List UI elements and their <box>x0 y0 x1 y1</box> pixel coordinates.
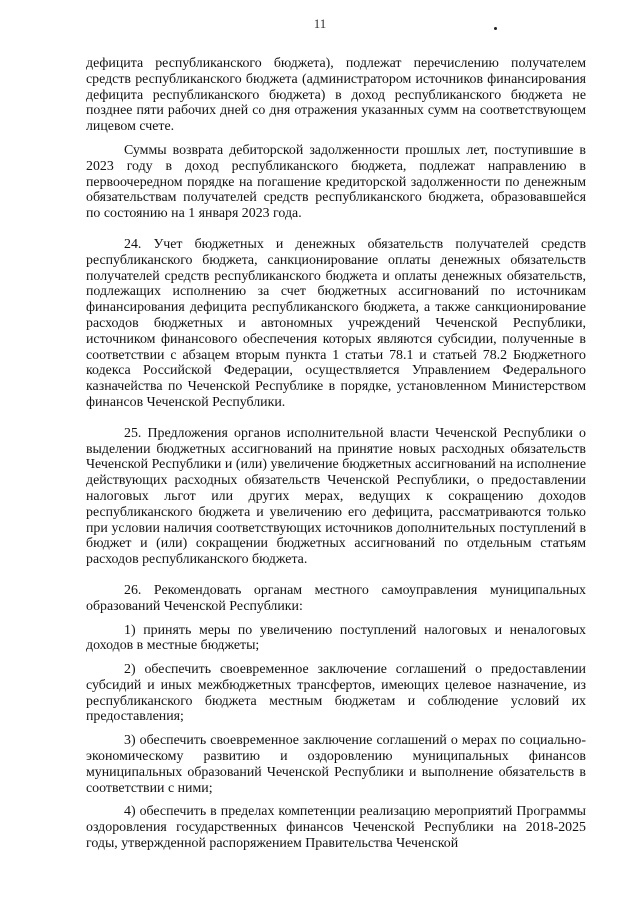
document-body <box>86 56 586 852</box>
paragraph-item-26: 26. Рекомендовать органам местного самоуправления муниципальных образований Чеченской Республики: <box>86 582 586 614</box>
page-number: 11 <box>313 16 327 31</box>
list-item-2: 2) обеспечить своевременное заключение соглашений о предоставлении субсидий и иных межбюджетных трансфертов, имеющих целевое назначение, из республиканского бюджета местным бюджетам и соблюдение условий их предоставления; <box>86 662 586 725</box>
paragraph-item-24: 24. Учет бюджетных и денежных обязательств получателей средств республиканского бюджета, санкционирование оплаты денежных обязательств получателей средств республиканского бюджета и оплаты денежных обязательств, подлежащих исполнению за счет бюджетных ассигнований по источникам финансирования дефицита республиканского бюджета, а также санкционирование расходов бюджетных и автономных учреждений Чеченской Республики, источником финансового обеспечения которых являются субсидии, полученные в соответствии с абзацем вторым пункта 1 статьи 78.1 и статьей 78.2 Бюджетного кодекса Российской Федерации, осуществляется Управлением Федерального казначейства по Чеченской Республике в порядке, установленном Министерством финансов Чеченской Республики. <box>86 236 586 410</box>
list-item-3: 3) обеспечить своевременное заключение соглашений о мерах по социально-экономическому развитию и оздоровлению муниципальных финансов муниципальных образований Чеченской Республики и выполнение обязательств в соответствии с ними; <box>86 733 586 796</box>
list-item-4: 4) обеспечить в пределах компетенции реализацию мероприятий Программы оздоровления государственных финансов Чеченской Республики на 2018-2025 годы, утвержденной распоряжением Правительства Чеченской <box>86 804 586 852</box>
paragraph-receivables: Суммы возврата дебиторской задолженности прошлых лет, поступившие в 2023 году в доход республиканского бюджета, подлежат направлению в первоочередном порядке на погашение кредиторской задолженности по денежным обязательствам получателей средств республиканского бюджета, образовавшейся по состоянию на 1 января 2023 года. <box>86 142 586 222</box>
scan-dot-mark <box>494 27 497 30</box>
list-item-1: 1) принять меры по увеличению поступлений налоговых и неналоговых доходов в местные бюджеты; <box>86 622 586 654</box>
paragraph-continuation: дефицита республиканского бюджета), подлежат перечислению получателем средств республиканского бюджета (администратором источников финансирования дефицита республиканского бюджета) в доход республиканского бюджета не позднее пяти рабочих дней со дня отражения указанных сумм на соответствующем лицевом счете. <box>86 56 586 135</box>
paragraph-item-25: 25. Предложения органов исполнительной власти Чеченской Республики о выделении бюджетных ассигнований на принятие новых расходных обязательств Чеченской Республики и (или) увеличение бюджетных ассигнований на исполнение действующих расходных обязательств Чеченской Республики, о предоставлении налоговых льгот или других мерах, ведущих к сокращению доходов республиканского бюджета и увеличению его дефицита, рассматриваются только при условии наличия соответствующих источников дополнительных поступлений в бюджет и (или) сокращении бюджетных ассигнований по отдельным статьям расходов республиканского бюджета. <box>86 425 586 568</box>
